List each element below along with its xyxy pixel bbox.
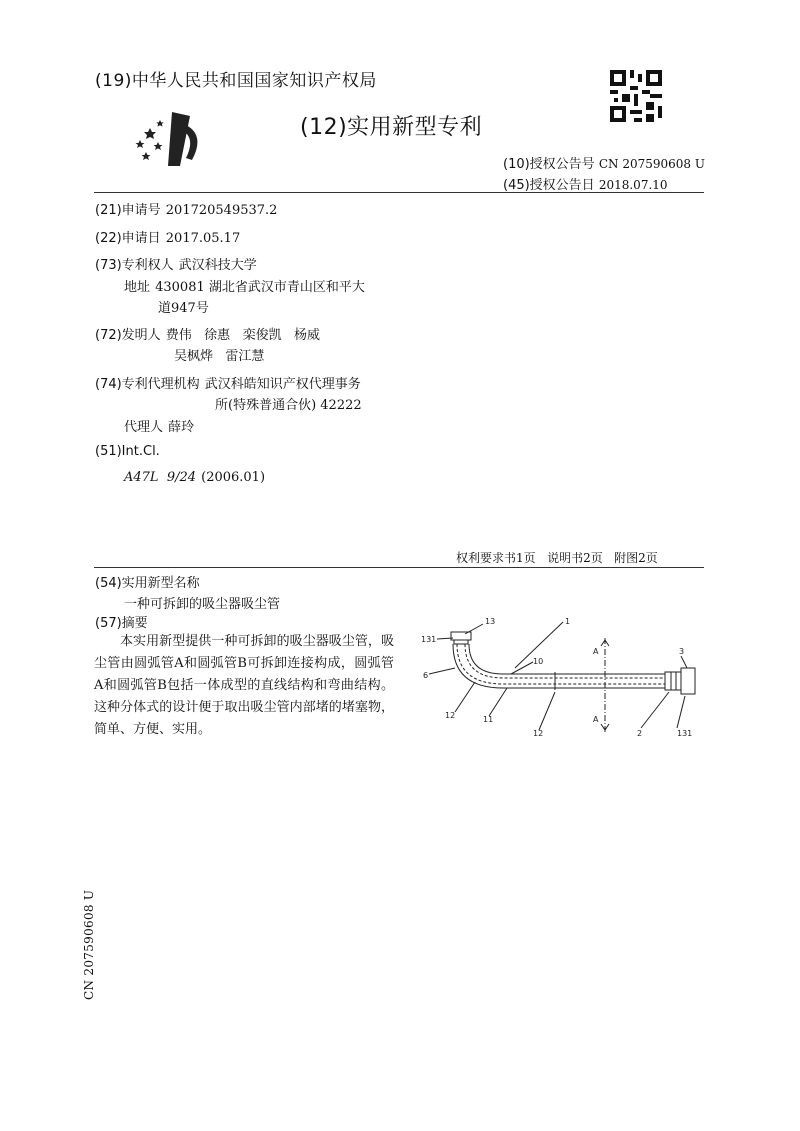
- agent-row: [124, 416, 194, 435]
- agency-row: [95, 373, 361, 392]
- figure-label-13: 13: [485, 617, 496, 626]
- application-number: 201720549537.2: [165, 203, 278, 218]
- ipc-date: (2006.01): [201, 470, 266, 485]
- cnipa-logo-icon: [132, 108, 212, 170]
- agency-line-1: 武汉科皓知识产权代理事务: [204, 377, 361, 392]
- patentee-row: [95, 254, 257, 273]
- address-row: [124, 276, 365, 295]
- figure-label-3: 3: [679, 647, 685, 656]
- figure-section-label-a-bottom: A: [593, 715, 599, 724]
- publication-number-row: [503, 153, 705, 172]
- agent-label: 代理人: [124, 420, 164, 435]
- publication-date: 2018.07.10: [598, 178, 668, 192]
- figure-label-12-bottom: 12: [533, 729, 544, 738]
- application-number-label: (21)申请号: [95, 203, 161, 218]
- figure-label-6: 6: [423, 671, 429, 680]
- figure-label-12-left: 12: [445, 711, 456, 720]
- application-date-row: [95, 227, 240, 246]
- publication-number-label: (10)授权公告号: [503, 157, 595, 172]
- figure-label-2: 2: [637, 729, 643, 738]
- patentee: 武汉科技大学: [178, 258, 257, 273]
- inventors-row: [95, 324, 320, 343]
- inventors-line-2: 吴枫烨 雷江慧: [174, 349, 265, 364]
- pages-info: 权利要求书1页 说明书2页 附图2页: [456, 551, 658, 565]
- ipc-code: A47L 9/24: [124, 470, 197, 485]
- ipc-row: [124, 466, 265, 485]
- utility-model-name-label: (54)实用新型名称: [95, 576, 200, 591]
- publication-date-row: [503, 174, 668, 193]
- address-label: 地址: [124, 280, 151, 295]
- agency-line-2: 所(特殊普通合伙) 42222: [215, 398, 362, 413]
- application-number-row: [95, 199, 277, 218]
- figure-label-10: 10: [533, 657, 544, 666]
- ipc-label: (51)Int.Cl.: [95, 444, 160, 459]
- patent-type-title: (12)实用新型专利: [300, 115, 483, 140]
- figure-label-1: 1: [565, 617, 571, 626]
- address-line-1: 430081 湖北省武汉市青山区和平大: [155, 280, 365, 295]
- publication-number: CN 207590608 U: [598, 157, 705, 171]
- abstract-label: (57)摘要: [95, 616, 148, 631]
- qr-code-icon: [610, 70, 662, 122]
- figure-label-11: 11: [483, 715, 494, 724]
- figure-label-131-right: 131: [677, 729, 693, 738]
- utility-model-title: 一种可拆卸的吸尘器吸尘管: [124, 597, 281, 612]
- application-date-label: (22)申请日: [95, 231, 161, 246]
- patentee-label: (73)专利权人: [95, 258, 174, 273]
- address-line-2: 道947号: [158, 301, 209, 316]
- header-divider: [94, 192, 704, 193]
- side-publication-number: CN 207590608 U: [82, 889, 96, 1000]
- inventors-line-1: 费伟 徐惠 栾俊凯 杨威: [165, 328, 320, 343]
- inventors-label: (72)发明人: [95, 328, 161, 343]
- figure-section-label-a-top: A: [593, 647, 599, 656]
- patent-office-title: (19)中华人民共和国国家知识产权局: [95, 71, 377, 91]
- pages-divider: [94, 567, 704, 568]
- agency-label: (74)专利代理机构: [95, 377, 200, 392]
- figure-label-131-top: 131: [421, 635, 437, 644]
- agent: 薛玲: [168, 420, 195, 435]
- publication-date-label: (45)授权公告日: [503, 178, 595, 193]
- suction-tube-figure: [415, 612, 715, 747]
- abstract-text: 本实用新型提供一种可拆卸的吸尘器吸尘管，吸尘管由圆弧管A和圆弧管B可拆卸连接构成，圆弧管A和圆弧管B包括一体成型的直线结构和弯曲结构。这种分体式的设计便于取出吸尘管内部堵的堵塞物，简单、方便、实用。: [94, 634, 394, 737]
- application-date: 2017.05.17: [165, 231, 241, 246]
